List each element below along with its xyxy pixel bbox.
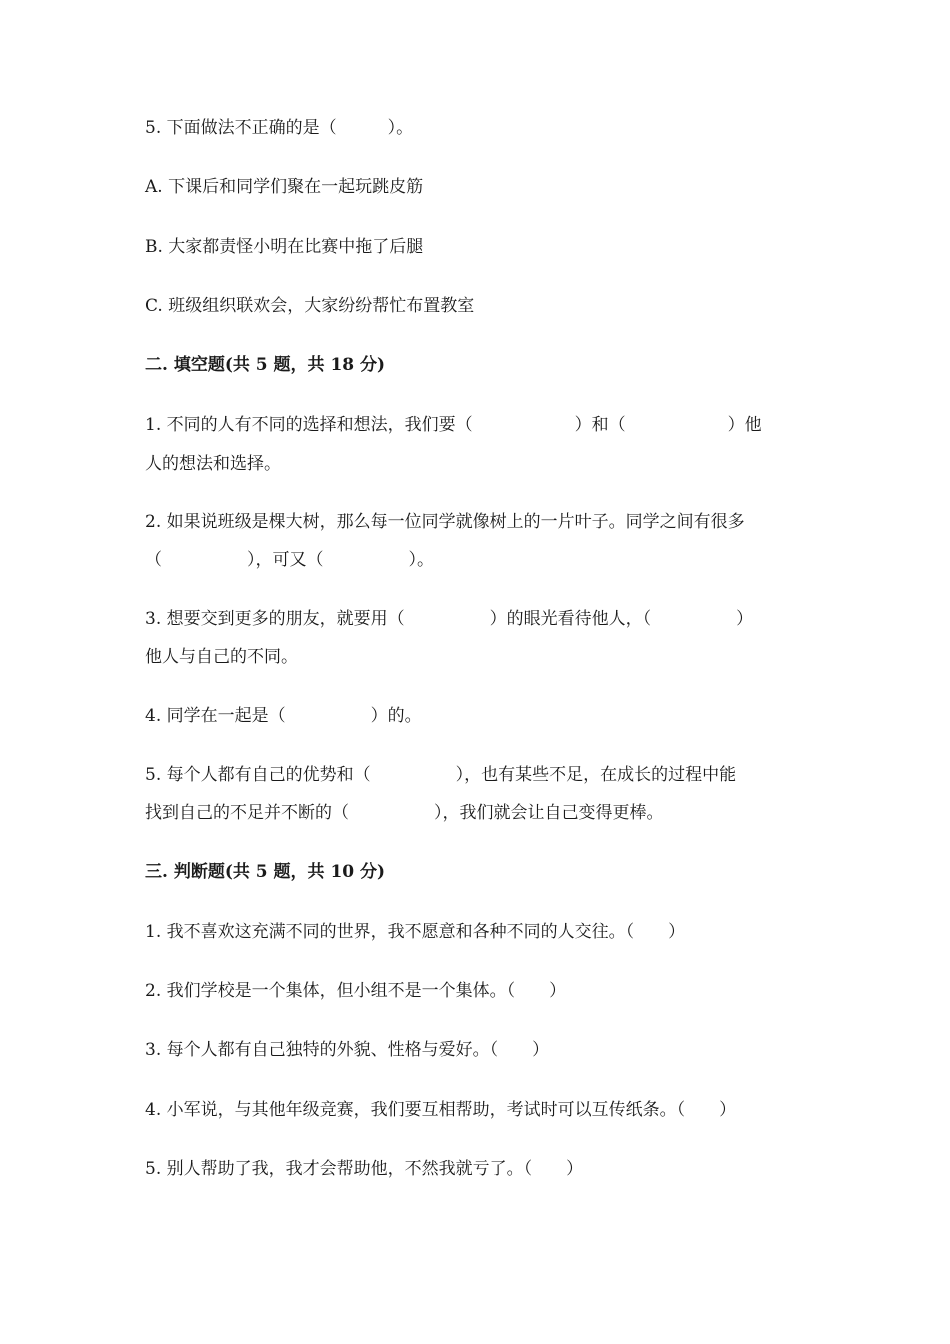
choice-option-a: A. 下课后和同学们聚在一起玩跳皮筋 (145, 177, 424, 197)
choice-option-c: C. 班级组织联欢会，大家纷纷帮忙布置教室 (145, 296, 475, 316)
fill-question-3-line2: 他人与自己的不同。 (145, 647, 298, 667)
judge-question-1: 1. 我不喜欢这充满不同的世界，我不愿意和各种不同的人交往。（ ） (145, 922, 686, 942)
fill-question-5-line2: 找到自己的不足并不断的（ ），我们就会让自己变得更棒。 (145, 803, 664, 823)
choice-option-b: B. 大家都责怪小明在比赛中拖了后腿 (145, 237, 424, 257)
fill-question-1-line1: 1. 不同的人有不同的选择和想法，我们要（ ）和（ ）他 (145, 415, 762, 435)
choice-question-stem: 5. 下面做法不正确的是（ ）。 (145, 118, 414, 138)
fill-question-3-line1: 3. 想要交到更多的朋友，就要用（ ）的眼光看待他人，（ ） (145, 609, 754, 629)
fill-question-5-line1: 5. 每个人都有自己的优势和（ ），也有某些不足，在成长的过程中能 (145, 765, 737, 785)
fill-question-1-line2: 人的想法和选择。 (145, 454, 281, 474)
section-heading-fill-blank: 二. 填空题(共 5 题，共 18 分) (145, 355, 386, 375)
section-heading-true-false: 三. 判断题(共 5 题，共 10 分) (145, 862, 386, 882)
fill-question-4-line1: 4. 同学在一起是（ ）的。 (145, 706, 422, 726)
judge-question-5: 5. 别人帮助了我，我才会帮助他，不然我就亏了。（ ） (145, 1159, 584, 1179)
judge-question-2: 2. 我们学校是一个集体，但小组不是一个集体。（ ） (145, 981, 567, 1001)
fill-question-2-line2: （ ），可又（ ）。 (145, 550, 434, 570)
judge-question-3: 3. 每个人都有自己独特的外貌、性格与爱好。（ ） (145, 1040, 550, 1060)
fill-question-2-line1: 2. 如果说班级是棵大树，那么每一位同学就像树上的一片叶子。同学之间有很多 (145, 512, 745, 532)
judge-question-4: 4. 小军说，与其他年级竞赛，我们要互相帮助，考试时可以互传纸条。（ ） (145, 1100, 737, 1120)
